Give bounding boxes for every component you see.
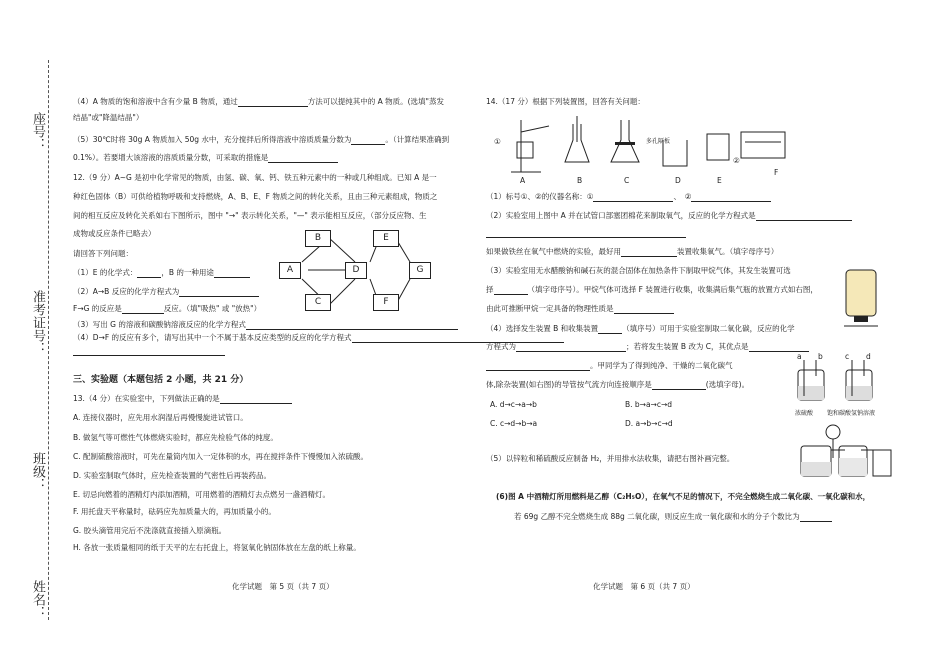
binding-line (48, 60, 49, 620)
q12-3: （3）写出 G 的溶液和碳酸钠溶液反应的化学方程式 (73, 320, 458, 330)
q13-stem: 13.（4 分）在实验室中，下列做法正确的是 (73, 394, 292, 404)
q13-opt-h: H. 各放一张质量相同的纸于天平的左右托盘上，将氢氧化钠固体放在左盘的纸上称量。 (73, 543, 361, 552)
q13-opt-c: C. 配制硫酸溶液时，可先在量筒内加入一定体积的水，再在搅拌条件下慢慢加入浓硫酸。 (73, 452, 369, 461)
q14-3b: 择 （填字母序号）。甲烷气体可选择 F 装置进行收集，收集满后集气瓶的放置方式如右图， (486, 285, 818, 294)
q12-1: （1）E 的化学式： ，B 的一种用途 (73, 268, 250, 278)
q14-6: (6)图 A 中酒精灯所用燃料是乙醇（C₂H₅O），在氧气不足的情况下，不完全燃烧生成二氧化碳、一氧化碳和水， (496, 492, 871, 501)
q14-2: （2）实验室用上图中 A 并在试管口部塞团棉花来制取氧气，反应的化学方程式是 (486, 211, 852, 221)
hydrogen-setup-illustration (795, 424, 895, 478)
choice-d: D. a→b→c→d (625, 419, 673, 428)
app-label-b: B (577, 176, 583, 185)
q14-4c: 方程式为 ；若将发生装置 B 改为 C，其优点是 (486, 342, 809, 352)
app-label-d: D (675, 176, 681, 185)
q12-2: （2）A→B 反应的化学方程式为 (73, 287, 259, 297)
q13-opt-g: G. 胶头滴管用完后不洗涤就直接插入原滴瓶。 (73, 526, 227, 535)
q12-line1: 12.（9 分）A~G 是初中化学常见的物质，由氢、碳、氧、钙、铁五种元素中的一种或几种组成。已知 A 是一 (73, 173, 437, 182)
q13-opt-e: E. 切忌向燃着的酒精灯内添加酒精，可用燃着的酒精灯去点燃另一盏酒精灯。 (73, 490, 331, 499)
q14-4f: 体,除杂装置(如右图)的导管按气流方向连接顺序是 (选填字母)。 (486, 380, 750, 389)
apparatus-illustration (493, 112, 793, 176)
bottle-port-b: b (818, 352, 823, 361)
q13-opt-f: F. 用托盘天平称量时，砝码应先加质量大的，再加质量小的。 (73, 507, 276, 516)
ask-line: 请回答下列问题： (73, 249, 133, 258)
q12-line3: 间的相互反应及转化关系如右下图所示，图中 "→" 表示转化关系，"—" 表示能相互反应，（部分反应物、生 (73, 211, 427, 220)
left-footer: 化学试题 第 5 页（共 7 页） (232, 582, 334, 591)
bottle-port-c: c (845, 352, 850, 361)
bottle-caption-right: 饱和碳酸氢钠溶液 (827, 410, 876, 417)
q14-4: （4）选择发生装置 B 和收集装置 （填序号）可用于实验室制取二氧化碳，反应的化学 (486, 324, 795, 333)
q14-2-blank (486, 228, 686, 238)
q5-line2: 0.1%）。若要增大该溶液的溶质质量分数，可采取的措施是 (73, 153, 338, 163)
exam-no-label: 准考证号： (30, 290, 45, 355)
node-d: D (345, 262, 367, 279)
q14-2b: 如果做铁丝在氧气中燃烧的实验，最好用 装置收集氧气。（填字母序号） (486, 247, 779, 256)
node-a: A (279, 262, 301, 279)
app-c-note: 多孔隔板 (646, 138, 671, 145)
name-label: 姓名： (30, 580, 45, 619)
choice-c: C. c→d→b→a (490, 419, 538, 428)
q13-opt-b: B. 做氢气等可燃性气体燃烧实验时，都应先检验气体的纯度。 (73, 433, 278, 442)
q4-line2: 结晶"或"降温结晶"） (73, 113, 144, 122)
app-num-2: ② (733, 156, 740, 165)
choice-b: B. b→a→c→d (625, 400, 673, 409)
q13-opt-d: D. 实验室制取气体时，应先检查装置的气密性后再装药品。 (73, 471, 272, 480)
node-g: G (409, 262, 431, 279)
q12-2b: F→G 的反应是 反应。（填"吸热" 或 "放热"） (73, 304, 262, 313)
q12-line2: 种红色固体（B）可供给植物呼吸和支持燃烧，A、B、E、F 物质之间的转化关系，且由三种元素组成，物质之 (73, 192, 438, 201)
q5-line1: （5）30℃时将 30g A 物质加入 50g 水中，充分搅拌后所得溶液中溶质质量分数为 。（计算结果准确到 (73, 135, 450, 144)
section3-title: 三、实验题（本题包括 2 小题，共 21 分） (73, 375, 249, 385)
q14-6b: 若 69g 乙醇不完全燃烧生成 88g 二氧化碳，则反应生成一氧化碳和水的分子个数比为 (514, 512, 832, 522)
bottle-caption-left: 浓硫酸 (795, 410, 814, 417)
node-b: B (305, 230, 331, 247)
class-label: 班级： (30, 452, 45, 491)
node-f: F (373, 294, 399, 311)
q14-5: （5）以锌粒和稀硫酸反应制备 H₂，并用排水法收集，请把右图补画完整。 (486, 454, 735, 463)
q14-1: （1）标号①、②的仪器名称：① 、 ② (486, 192, 771, 202)
bottle-port-d: d (866, 352, 871, 361)
app-label-f: F (774, 168, 779, 177)
node-e: E (373, 230, 399, 247)
app-num-1: ① (494, 137, 501, 146)
seat-label: 座号： (30, 112, 45, 151)
q14-3d: 由此可推断甲烷一定具备的物理性质是 (486, 304, 674, 314)
bottle-port-a: a (797, 352, 802, 361)
app-label-e: E (717, 176, 722, 185)
right-footer: 化学试题 第 6 页（共 7 页） (593, 582, 695, 591)
wash-bottles-illustration (792, 356, 882, 406)
q13-opt-a: A. 连接仪器时，应先用水润湿后再慢慢旋进试管口。 (73, 413, 248, 422)
app-label-c: C (624, 176, 630, 185)
choice-a: A. d→c→a→b (490, 400, 537, 409)
app-label-a: A (520, 176, 526, 185)
q12-line4: 成物或反应条件已略去） (73, 229, 156, 238)
node-c: C (305, 294, 331, 311)
q14-stem: 14.（17 分）根据下列装置图，回答有关问题： (486, 97, 645, 106)
q14-3: （3）实验室用无水醋酸钠和碱石灰的混合固体在加热条件下制取甲烷气体，其发生装置可选 (486, 266, 791, 275)
q12-4-blank (73, 346, 225, 356)
q12-4: （4）D→F 的反应有多个，请写出其中一个不属于基本反应类型的反应的化学方程式 (73, 333, 564, 343)
q14-4e: 。甲同学为了得到纯净、干燥的二氧化碳气 (486, 361, 733, 371)
gas-bottle-illustration (842, 266, 880, 330)
q4-line1: （4）A 物质的饱和溶液中含有少量 B 物质，通过 方法可以提纯其中的 A 物质。(选填"蒸发 (73, 97, 444, 106)
